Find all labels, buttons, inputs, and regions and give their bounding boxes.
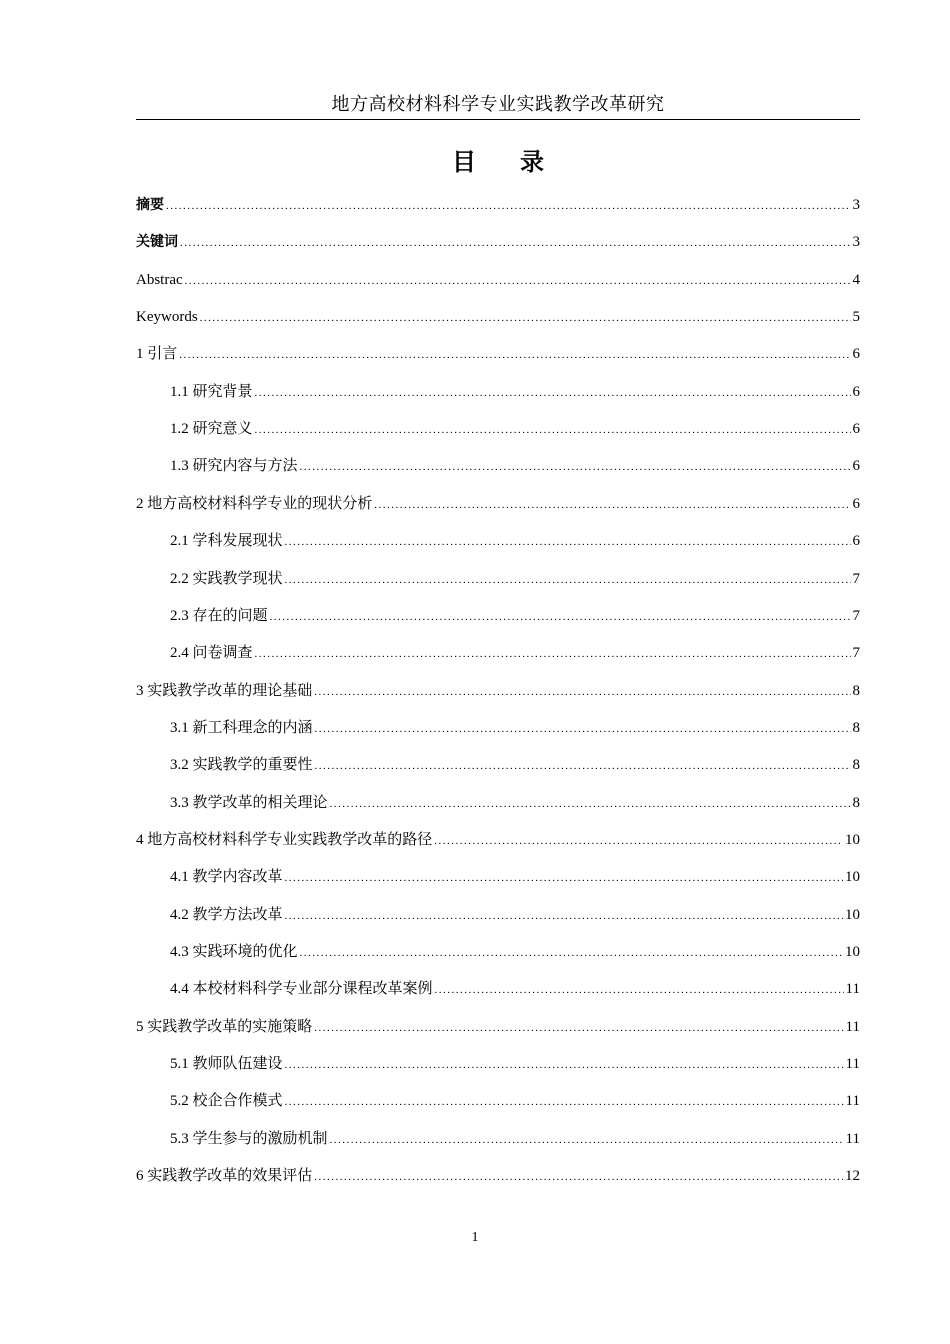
toc-dot-leader (435, 979, 844, 1001)
toc-entry-page: 3 (852, 197, 860, 213)
toc-entry-label: 1 引言 (136, 346, 178, 362)
toc-entry-label: 3 实践教学改革的理论基础 (136, 683, 313, 699)
toc-entry-label: 3.3 教学改革的相关理论 (170, 795, 328, 811)
toc-dot-leader (330, 793, 851, 815)
toc-entry-label: Keywords (136, 309, 198, 325)
toc-dot-leader (285, 569, 851, 591)
toc-dot-leader (285, 531, 851, 553)
toc-dot-leader (255, 382, 851, 404)
toc-entry-label: 3.2 实践教学的重要性 (170, 757, 313, 773)
toc-dot-leader (255, 419, 851, 441)
toc-entry[interactable] (170, 455, 860, 477)
toc-entry[interactable] (136, 493, 860, 515)
toc-entry-page: 7 (852, 608, 860, 624)
toc-entry[interactable] (170, 1090, 860, 1112)
toc-entry-page: 11 (845, 1093, 860, 1109)
toc-entry-label: 4.4 本校材料科学专业部分课程改革案例 (170, 981, 433, 997)
toc-dot-leader (314, 1166, 843, 1188)
toc-entry-label: 4.2 教学方法改革 (170, 907, 283, 923)
toc-dot-leader (200, 307, 851, 329)
toc-entry[interactable] (136, 306, 860, 328)
toc-entry-page: 6 (852, 421, 860, 437)
toc-dot-leader (315, 718, 851, 740)
header-rule (136, 119, 860, 120)
toc-dot-leader (179, 344, 850, 366)
toc-entry-label: 5.2 校企合作模式 (170, 1093, 283, 1109)
toc-entry-label: 1.1 研究背景 (170, 384, 253, 400)
toc-title (136, 147, 860, 177)
toc-dot-leader (374, 494, 850, 516)
toc-dot-leader (314, 1017, 843, 1039)
toc-entry[interactable] (136, 269, 860, 291)
toc-entry-label: 2 地方高校材料科学专业的现状分析 (136, 496, 373, 512)
toc-dot-leader (285, 867, 843, 889)
toc-entry[interactable] (136, 343, 860, 365)
toc-entry-page: 8 (852, 683, 860, 699)
toc-entry[interactable] (170, 866, 860, 888)
toc-dot-leader (166, 195, 851, 217)
toc-entry[interactable] (170, 904, 860, 926)
toc-entry[interactable] (136, 1165, 860, 1187)
toc-entry[interactable] (170, 792, 860, 814)
toc-entry[interactable] (170, 717, 860, 739)
toc-entry[interactable] (170, 568, 860, 590)
toc-entry-label: 4 地方高校材料科学专业实践教学改革的路径 (136, 832, 433, 848)
toc-entry-page: 6 (852, 384, 860, 400)
toc-entry[interactable] (170, 381, 860, 403)
toc-entry-page: 11 (845, 1019, 860, 1035)
toc-entry[interactable] (170, 1128, 860, 1150)
toc-entry-label: 6 实践教学改革的效果评估 (136, 1168, 313, 1184)
toc-entry-page: 3 (852, 234, 860, 250)
toc-entry-label: 5.3 学生参与的激励机制 (170, 1131, 328, 1147)
toc-entry[interactable] (170, 418, 860, 440)
toc-entry-label: 5.1 教师队伍建设 (170, 1056, 283, 1072)
toc-dot-leader (314, 681, 850, 703)
toc-entry-label: 2.2 实践教学现状 (170, 571, 283, 587)
toc-entry-page: 6 (852, 458, 860, 474)
toc-entry-page: 12 (845, 1168, 860, 1184)
toc-entry-label: 3.1 新工科理念的内涵 (170, 720, 313, 736)
toc-entry-page: 11 (845, 1131, 860, 1147)
toc-entry[interactable] (136, 231, 860, 253)
toc-entry-page: 7 (852, 645, 860, 661)
toc-dot-leader (185, 270, 851, 292)
toc-dot-leader (180, 232, 851, 254)
toc-entry-page: 10 (845, 832, 860, 848)
toc-entry[interactable] (170, 754, 860, 776)
toc-dot-leader (434, 830, 843, 852)
toc-dot-leader (300, 456, 851, 478)
toc-entry-page: 8 (852, 720, 860, 736)
toc-dot-leader (285, 1091, 844, 1113)
toc-entry[interactable] (170, 605, 860, 627)
toc-entry[interactable] (170, 642, 860, 664)
toc-entry[interactable] (170, 941, 860, 963)
toc-entry-label: 关键词 (136, 234, 178, 250)
toc-dot-leader (255, 643, 851, 665)
toc-entry-page: 10 (845, 944, 860, 960)
toc-dot-leader (315, 755, 851, 777)
toc-entry-page: 6 (852, 346, 860, 362)
toc-entry[interactable] (170, 978, 860, 1000)
toc-dot-leader (300, 942, 843, 964)
toc-entry[interactable] (136, 194, 860, 216)
toc-entry-page: 11 (845, 981, 860, 997)
toc-title-left: 目 (452, 148, 476, 176)
toc-entry[interactable] (136, 1016, 860, 1038)
toc-entry-page: 10 (845, 907, 860, 923)
toc-entry-page: 10 (845, 869, 860, 885)
toc-dot-leader (330, 1129, 844, 1151)
toc-entry-label: 1.2 研究意义 (170, 421, 253, 437)
toc-entry[interactable] (136, 829, 860, 851)
toc-entry-label: 5 实践教学改革的实施策略 (136, 1019, 313, 1035)
page-number: 1 (471, 1230, 479, 1245)
toc-entry-label: 2.4 问卷调查 (170, 645, 253, 661)
toc-entry-label: 4.1 教学内容改革 (170, 869, 283, 885)
toc-entry-label: 2.1 学科发展现状 (170, 533, 283, 549)
running-header-title: 地方高校材料科学专业实践教学改革研究 (331, 94, 665, 114)
toc-entry-label: Abstrac (136, 272, 183, 288)
toc-entry-page: 7 (852, 571, 860, 587)
toc-entry[interactable] (136, 680, 860, 702)
toc-entry[interactable] (170, 1053, 860, 1075)
toc-entry-label: 摘要 (136, 197, 164, 213)
toc-dot-leader (285, 1054, 844, 1076)
toc-entry-page: 6 (852, 533, 860, 549)
toc-entry-page: 6 (852, 496, 860, 512)
toc-dot-leader (270, 606, 851, 628)
toc-entry-page: 4 (852, 272, 860, 288)
toc-title-right: 录 (520, 148, 544, 176)
toc-dot-leader (285, 905, 843, 927)
toc-entry[interactable] (170, 530, 860, 552)
toc-entry-label: 2.3 存在的问题 (170, 608, 268, 624)
toc-entry-page: 11 (845, 1056, 860, 1072)
toc-entry-page: 8 (852, 795, 860, 811)
toc-entry-label: 4.3 实践环境的优化 (170, 944, 298, 960)
toc-entry-page: 8 (852, 757, 860, 773)
toc-entry-page: 5 (852, 309, 860, 325)
toc-entry-label: 1.3 研究内容与方法 (170, 458, 298, 474)
